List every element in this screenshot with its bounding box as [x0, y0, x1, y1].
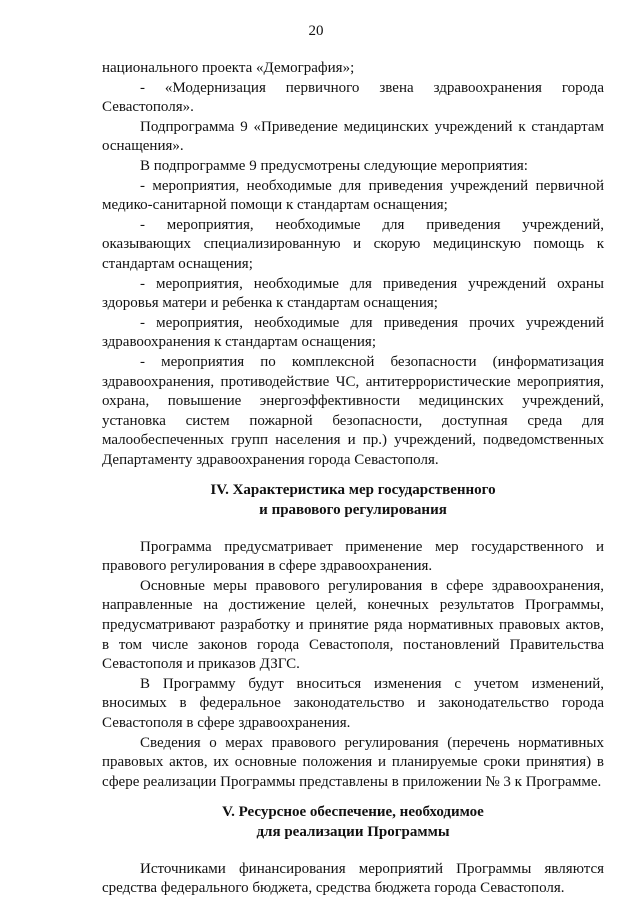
- list-item: - мероприятия по комплексной безопасности (информатизация здравоохранения, противодействие ЧС, антитеррористические мероприятия, охрана, повышение энергоэффективности медицинских учреждений, установка систем пожарной безопасности, доступная среда для малообеспеченных групп населения и пр.) учреждений, подведомственных Департаменту здравоохранения города Севастополя.: [102, 353, 604, 468]
- paragraph: Программа предусматривает применение мер государственного и правового регулирования в сфере здравоохранения.: [102, 538, 604, 575]
- page-number: 20: [308, 23, 324, 39]
- subprogram-paragraph: Подпрограмма 9 «Приведение медицинских учреждений к стандартам оснащения».: [102, 118, 604, 155]
- paragraph: Сведения о мерах правового регулирования (перечень нормативных правовых актов, их основные положения и планируемые сроки принятия) в сфере реализации Программы представлены в приложении № 3 к Программе.: [102, 734, 604, 790]
- paragraph: В подпрограмме 9 предусмотрены следующие мероприятия:: [140, 157, 528, 174]
- paragraph: Источниками финансирования мероприятий Программы являются средства федерального бюджета, средства бюджета города Севастополя.: [102, 860, 604, 897]
- document-body: [102, 59, 604, 899]
- heading-line: и правового регулирования: [259, 502, 447, 519]
- paragraph: Основные меры правового регулирования в сфере здравоохранения, направленные на достижение целей, конечных результатов Программы, предусматривают разработку и принятие ряда нормативных правовых актов, в том числе законов города Севастополя, постановлений Правительства Севастополя и приказов ДЗГС.: [102, 577, 604, 673]
- paragraph: В Программу будут вноситься изменения с учетом изменений, вносимых в федеральное законодательство и законодательство города Севастополя в сфере здравоохранения.: [102, 675, 604, 731]
- heading-line: V. Ресурсное обеспечение, необходимое: [222, 804, 484, 821]
- list-item: - мероприятия, необходимые для приведения прочих учреждений здравоохранения к стандартам оснащения;: [102, 314, 604, 351]
- list-item: - мероприятия, необходимые для приведения учреждений охраны здоровья матери и ребенка к стандартам оснащения;: [102, 275, 604, 312]
- heading-line: для реализации Программы: [256, 823, 450, 840]
- list-item: - «Модернизация первичного звена здравоохранения города Севастополя».: [102, 79, 604, 116]
- paragraph: национального проекта «Демография»;: [102, 60, 355, 76]
- section-heading-5: [102, 803, 604, 842]
- list-item: - мероприятия, необходимые для приведения учреждений, оказывающих специализированную и скорую медицинскую помощь к стандартам оснащения;: [102, 216, 604, 272]
- section-heading-4: [102, 481, 604, 520]
- heading-line: IV. Характеристика мер государственного: [210, 482, 496, 499]
- list-item: - мероприятия, необходимые для приведения учреждений первичной медико-санитарной помощи к стандартам оснащения;: [102, 177, 604, 214]
